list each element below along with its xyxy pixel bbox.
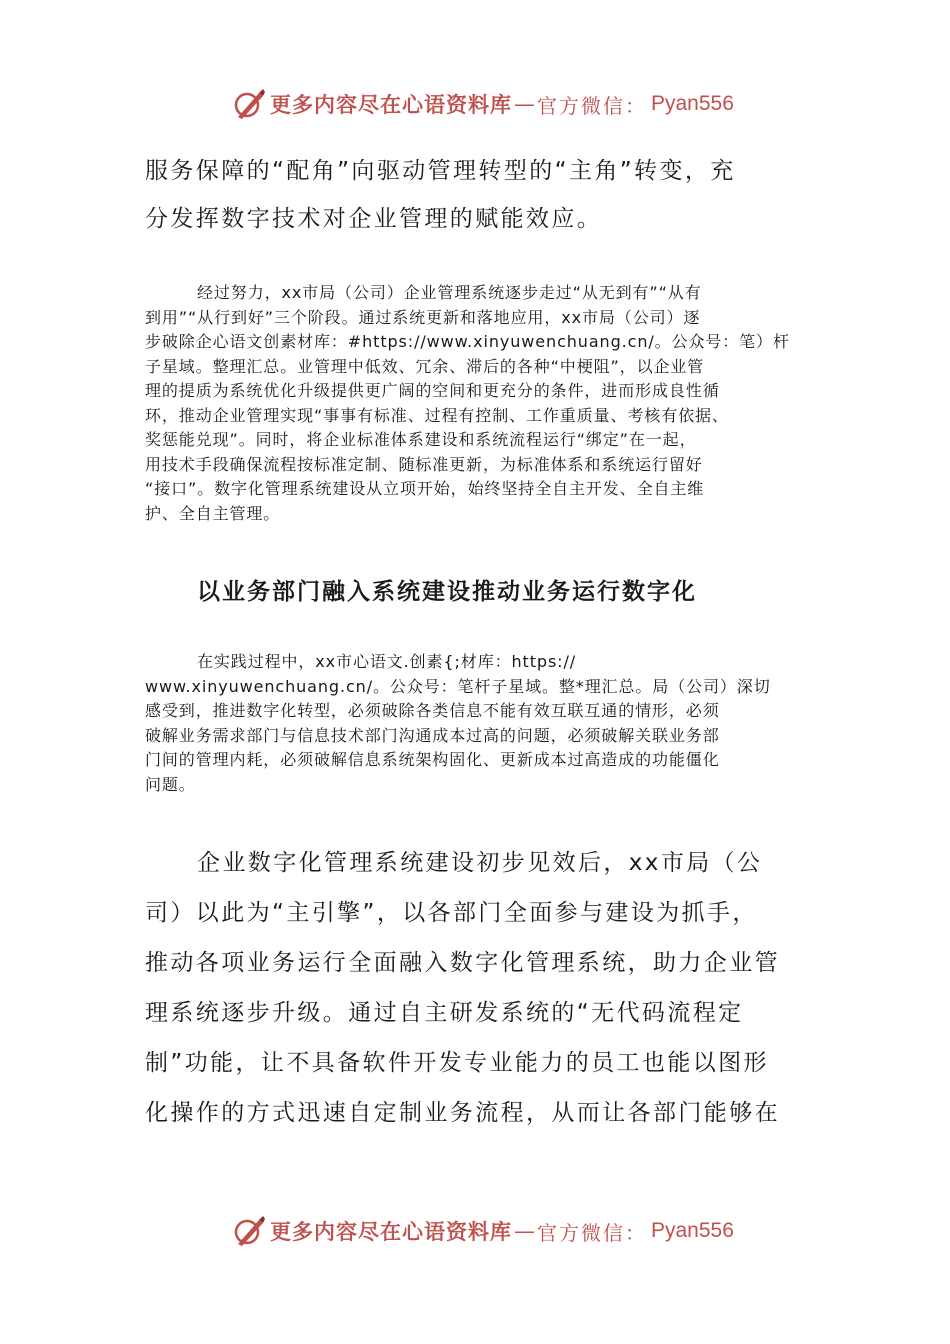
text-line: 用技术手段确保流程按标准定制、随标准更新，为标准体系和系统运行留好 <box>145 454 703 474</box>
section-heading: 以业务部门融入系统建设推动业务运行数字化 <box>197 579 697 605</box>
text-line: 步破除企心语文创素材库：#https://www.xinyuwenchuang.cn/。公众号：笔）杆 <box>145 332 790 351</box>
banner-wechat-id: Pyan556 <box>651 92 734 115</box>
banner-title: 更多内容尽在心语资料库 <box>270 1219 512 1244</box>
text-line: 推动各项业务运行全面融入数字化管理系统，助力企业管 <box>145 950 780 976</box>
pen-logo-icon <box>232 87 266 121</box>
banner-wechat-label: 官方微信： <box>537 93 647 118</box>
banner-wechat-id: Pyan556 <box>651 1219 734 1242</box>
footer-banner <box>232 1211 734 1251</box>
text-line: 门间的管理内耗，必须破解信息系统架构固化、更新成本过高造成的功能僵化 <box>145 750 720 769</box>
banner-title: 更多内容尽在心语资料库 <box>270 92 512 117</box>
paragraph-practice <box>145 650 810 797</box>
text-line: 感受到，推进数字化转型，必须破除各类信息不能有效互联互通的情形，必须 <box>145 701 720 720</box>
text-line: 制”功能，让不具备软件开发专业能力的员工也能以图形 <box>145 1050 769 1076</box>
paragraph-progress <box>145 281 810 526</box>
header-banner <box>232 84 734 124</box>
text-line: 企业数字化管理系统建设初步见效后，xx市局（公 <box>197 850 763 876</box>
text-line: 到用”“从行到好”三个阶段。通过系统更新和落地应用，xx市局（公司）逐 <box>145 307 701 327</box>
text-line: 司）以此为“主引擎”，以各部门全面参与建设为抓手， <box>145 900 758 926</box>
text-line: 子星域。整理汇总。业管理中低效、冗余、滞后的各种“中梗阻”，以企业管 <box>145 356 705 376</box>
text-line: “接口”。数字化管理系统建设从立项开始，始终坚持全自主开发、全自主维 <box>145 479 705 498</box>
text-line: www.xinyuwenchuang.cn/。公众号：笔杆子星域。整*理汇总。局（公司）深切 <box>145 676 771 696</box>
text-line: 破解业务需求部门与信息技术部门沟通成本过高的问题，必须破解关联业务部 <box>145 725 720 745</box>
text-line: 理系统逐步升级。通过自主研发系统的“无代码流程定 <box>145 1000 744 1026</box>
intro-paragraph <box>145 147 795 243</box>
text-line: 化操作的方式迅速自定制业务流程，从而让各部门能够在 <box>145 1100 780 1126</box>
text-line: 护、全自主管理。 <box>145 503 281 523</box>
banner-wechat-label: 官方微信： <box>537 1220 647 1245</box>
text-line: 经过努力，xx市局（公司）企业管理系统逐步走过“从无到有”“从有 <box>197 283 702 302</box>
banner-dash: — <box>514 1219 535 1243</box>
paragraph-engine <box>145 838 795 1138</box>
text-line: 环，推动企业管理实现“事事有标准、过程有控制、工作重质量、考核有依据、 <box>145 405 729 425</box>
text-line: 问题。 <box>145 774 196 794</box>
text-line: 理的提质为系统优化升级提供更广阔的空间和更充分的条件，进而形成良性循 <box>145 381 720 400</box>
text-line: 分发挥数字技术对企业管理的赋能效应。 <box>145 206 603 232</box>
pen-logo-icon <box>232 1214 266 1248</box>
text-line: 在实践过程中，xx市心语文.创素{;材库：https:// <box>197 652 577 671</box>
text-line: 服务保障的“配角”向驱动管理转型的“主角”转变，充 <box>145 158 736 184</box>
banner-dash: — <box>514 92 535 116</box>
text-line: 奖惩能兑现”。同时，将企业标准体系建设和系统流程运行“绑定”在一起， <box>145 430 697 449</box>
